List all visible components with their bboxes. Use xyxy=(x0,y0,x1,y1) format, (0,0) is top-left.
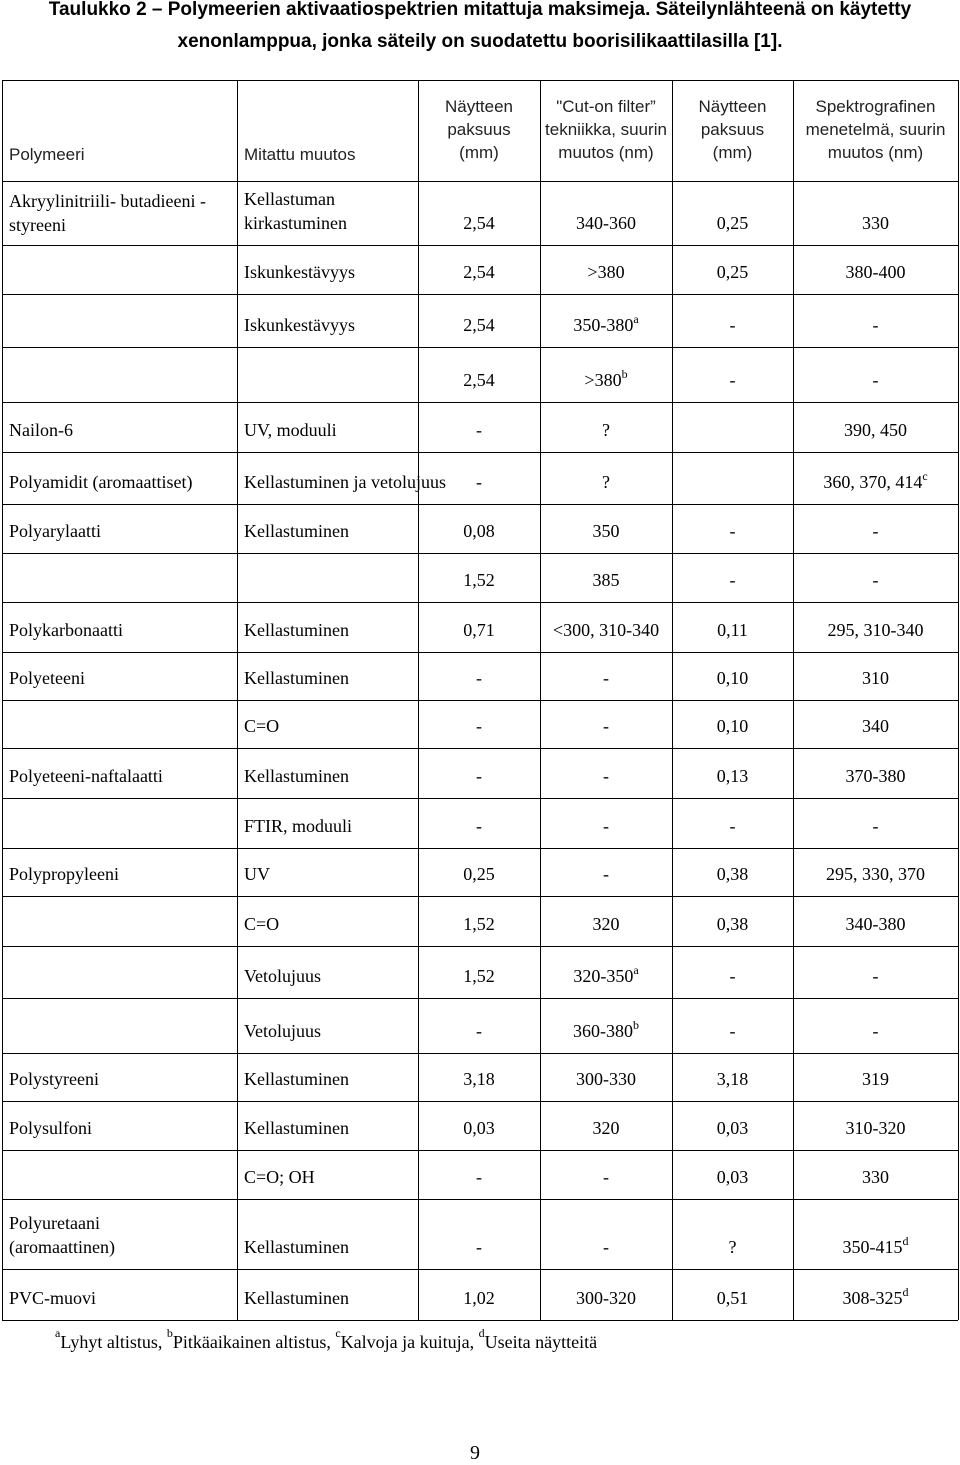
row-thickness-2: 0,51 xyxy=(716,1288,749,1308)
table-rule xyxy=(2,748,958,749)
table-rule xyxy=(2,80,958,81)
row-spectro-max: - xyxy=(872,1021,879,1041)
row-spectro-max: - xyxy=(872,966,879,986)
row-spectro-max: 330 xyxy=(862,1167,889,1187)
footnote-text: Pitkäaikainen altistus, xyxy=(172,1332,336,1352)
row-thickness-2: 0,25 xyxy=(716,213,749,233)
header-polymer: Polymeeri xyxy=(9,145,85,164)
row-thickness-1: 2,54 xyxy=(463,213,495,233)
row-thickness-2: 0,38 xyxy=(716,864,749,884)
row-thickness-1: 0,25 xyxy=(463,864,495,884)
column-rule xyxy=(237,80,238,1320)
table-rule xyxy=(2,1150,958,1151)
row-thickness-1: - xyxy=(476,1021,482,1041)
row-spectro-max: 390, 450 xyxy=(844,420,907,440)
row-thickness-1: 0,03 xyxy=(463,1118,495,1138)
row-spectro-max: 340-380 xyxy=(845,914,906,934)
footnote-text: Lyhyt altistus, xyxy=(60,1332,167,1352)
row-measured-change: C=O xyxy=(244,716,280,736)
row-thickness-2: 0,38 xyxy=(716,914,749,934)
row-thickness-1: 2,54 xyxy=(463,370,495,390)
table-rule xyxy=(2,848,958,849)
row-cut-on-max: 340-360 xyxy=(576,213,636,233)
row-thickness-1: 1,52 xyxy=(463,966,495,986)
page-number: 9 xyxy=(470,1442,480,1464)
row-cut-on-max: 320-350$^a$ xyxy=(573,963,639,986)
row-thickness-1: 0,71 xyxy=(463,620,495,640)
row-thickness-1: - xyxy=(476,472,482,492)
row-spectro-max: 310-320 xyxy=(845,1118,906,1138)
row-measured-change: Kellastuminen xyxy=(244,668,349,688)
row-thickness-1: - xyxy=(476,668,482,688)
table-rule xyxy=(2,798,958,799)
header-thickness-1: Näytteen paksuus (mm) xyxy=(444,97,514,162)
table-rule xyxy=(2,1320,958,1321)
footnote-marker: d xyxy=(478,1326,485,1340)
row-cut-on-max: ? xyxy=(602,420,610,440)
row-spectro-max: 308-325$^d$ xyxy=(842,1285,909,1308)
row-thickness-2: 0,13 xyxy=(716,766,749,786)
footnote-marker: c xyxy=(335,1326,341,1340)
row-thickness-1: 3,18 xyxy=(463,1069,495,1089)
footnote-text: Useita näytteitä xyxy=(484,1332,598,1352)
row-cut-on-max: $>380^b$ xyxy=(584,367,628,390)
row-cut-on-max: - xyxy=(603,668,609,688)
row-measured-change: Kellastuminen xyxy=(244,1237,349,1257)
table-footnote xyxy=(55,1326,598,1353)
row-polymer: Nailon-6 xyxy=(9,420,73,440)
table-rule xyxy=(2,504,958,505)
row-cut-on-max: - xyxy=(603,1167,609,1187)
table-rule xyxy=(2,553,958,554)
row-cut-on-max: - xyxy=(603,816,609,836)
row-thickness-2: - xyxy=(729,570,736,590)
row-spectro-max: 360, 370, 414$^c$ xyxy=(823,469,928,492)
row-thickness-2: - xyxy=(729,966,736,986)
row-thickness-2: 0,25 xyxy=(716,262,749,282)
column-rule xyxy=(2,80,3,1320)
table-rule xyxy=(2,700,958,701)
row-measured-change: Kellastuminen xyxy=(244,1069,349,1089)
table-rule xyxy=(2,1101,958,1102)
row-cut-on-max: - xyxy=(603,766,609,786)
row-cut-on-max: 300-320 xyxy=(576,1288,636,1308)
row-measured-change: UV, moduuli xyxy=(244,420,337,440)
row-cut-on-max: >380 xyxy=(587,262,625,282)
row-spectro-max: - xyxy=(872,816,879,836)
row-measured-change: Kellastuminen xyxy=(244,620,349,640)
row-cut-on-max: <300, 310-340 xyxy=(552,620,660,640)
row-polymer: Polyeteeni-naftalaatti xyxy=(9,766,163,786)
table-rule xyxy=(2,452,958,453)
table-rule xyxy=(2,896,958,897)
caption-line-1: Taulukko 2 – Polymeerien aktivaatiospektrien mitattuja maksimeja. Säteilynlähteenä on käytetty xyxy=(48,0,912,20)
table-rule xyxy=(2,245,958,246)
row-spectro-max: 340 xyxy=(862,716,889,736)
row-thickness-2: ? xyxy=(728,1237,737,1257)
row-thickness-1: 1,02 xyxy=(463,1288,495,1308)
row-measured-change: Vetolujuus xyxy=(244,966,322,986)
row-measured-change: Kellastuman kirkastuminen xyxy=(244,189,347,233)
row-polymer: Akryylinitriili- butadieeni - styreeni xyxy=(9,191,206,235)
row-spectro-max: 319 xyxy=(862,1069,889,1089)
row-spectro-max: 380-400 xyxy=(845,262,906,282)
row-polymer: Polyeteeni xyxy=(9,668,85,688)
header-cut-on-filter: "Cut-on filter” tekniikka, suurin muutos (nm) xyxy=(545,97,667,162)
row-thickness-2: - xyxy=(729,370,736,390)
row-cut-on-max: 350 xyxy=(592,521,620,541)
row-cut-on-max: 320 xyxy=(592,914,620,934)
row-measured-change: FTIR, moduuli xyxy=(244,816,353,836)
row-polymer: Polypropyleeni xyxy=(9,864,119,884)
row-thickness-1: 0,08 xyxy=(463,521,495,541)
row-measured-change: Iskunkestävyys xyxy=(244,262,355,282)
row-polymer: Polystyreeni xyxy=(9,1069,99,1089)
row-measured-change: Vetolujuus xyxy=(244,1021,322,1041)
row-spectro-max: 370-380 xyxy=(845,766,906,786)
row-cut-on-max: - xyxy=(603,716,609,736)
row-measured-change: Iskunkestävyys xyxy=(244,315,355,335)
footnote-marker: a xyxy=(55,1326,61,1340)
table-rule xyxy=(2,181,958,182)
row-thickness-2: - xyxy=(729,315,736,335)
footnote-text: Kalvoja ja kuituja, xyxy=(340,1332,479,1352)
row-thickness-2: - xyxy=(729,816,736,836)
row-thickness-2: 0,03 xyxy=(716,1118,749,1138)
caption-line-2: xenonlamppua, jonka säteily on suodatettu boorisilikaattilasilla [1]. xyxy=(177,31,783,52)
row-thickness-2: 3,18 xyxy=(716,1069,749,1089)
header-measured-change: Mitattu muutos xyxy=(244,145,356,164)
row-spectro-max: 295, 330, 370 xyxy=(826,864,925,884)
row-cut-on-max: - xyxy=(603,864,609,884)
row-cut-on-max: ? xyxy=(602,472,610,492)
row-cut-on-max: 385 xyxy=(592,570,620,590)
row-measured-change: C=O xyxy=(244,914,280,934)
row-thickness-1: - xyxy=(476,716,482,736)
row-polymer: PVC-muovi xyxy=(9,1288,97,1308)
row-cut-on-max: - xyxy=(603,1237,609,1257)
row-spectro-max: 295, 310-340 xyxy=(827,620,924,640)
row-thickness-1: 2,54 xyxy=(463,262,495,282)
table-rule xyxy=(2,602,958,603)
table-rule xyxy=(2,998,958,999)
footnote-marker: b xyxy=(166,1326,173,1340)
row-thickness-2: 0,03 xyxy=(716,1167,749,1187)
row-spectro-max: - xyxy=(872,370,879,390)
row-measured-change: UV xyxy=(244,864,270,884)
row-polymer: Polysulfoni xyxy=(9,1118,93,1138)
table-rule xyxy=(2,1269,958,1270)
row-thickness-1: 1,52 xyxy=(463,914,495,934)
row-polymer: Polyarylaatti xyxy=(9,521,101,541)
header-thickness-2: Näytteen paksuus (mm) xyxy=(698,97,767,162)
row-spectro-max: - xyxy=(872,570,879,590)
row-spectro-max: 310 xyxy=(862,668,889,688)
row-measured-change: Kellastuminen xyxy=(244,766,349,786)
row-measured-change: Kellastuminen xyxy=(244,1118,349,1138)
row-polymer: Polyamidit (aromaattiset) xyxy=(9,472,193,492)
row-thickness-1: - xyxy=(476,1237,482,1257)
row-cut-on-max: 300-330 xyxy=(576,1069,636,1089)
row-thickness-1: 1,52 xyxy=(463,570,495,590)
row-cut-on-max: 350-380$^a$ xyxy=(573,312,639,335)
column-rule xyxy=(958,80,959,1320)
row-spectro-max: 350-415$^d$ xyxy=(842,1234,909,1257)
row-thickness-1: - xyxy=(476,420,482,440)
row-measured-change: C=O; OH xyxy=(244,1167,315,1187)
row-thickness-1: - xyxy=(476,766,482,786)
row-thickness-2: 0,10 xyxy=(716,668,749,688)
row-thickness-2: - xyxy=(729,521,736,541)
table-rule xyxy=(2,294,958,295)
row-measured-change: Kellastuminen xyxy=(244,521,349,541)
header-spectrographic: Spektrografinen menetelmä, suurin muutos (nm) xyxy=(805,97,946,162)
row-spectro-max: - xyxy=(872,315,879,335)
table-rule xyxy=(2,652,958,653)
row-cut-on-max: 360-380$^b$ xyxy=(573,1018,639,1041)
table-rule xyxy=(2,946,958,947)
row-thickness-2: 0,11 xyxy=(717,620,748,640)
row-thickness-1: 2,54 xyxy=(463,315,495,335)
table-rule xyxy=(2,402,958,403)
row-thickness-2: 0,10 xyxy=(716,716,749,736)
row-thickness-1: - xyxy=(476,1167,482,1187)
table-rule xyxy=(2,1199,958,1200)
row-cut-on-max: 320 xyxy=(592,1118,620,1138)
row-polymer: Polykarbonaatti xyxy=(9,620,123,640)
row-spectro-max: 330 xyxy=(862,213,889,233)
table-rule xyxy=(2,1053,958,1054)
row-spectro-max: - xyxy=(872,521,879,541)
row-measured-change: Kellastuminen ja vetolujuus xyxy=(244,472,446,492)
table-rule xyxy=(2,347,958,348)
row-thickness-2: - xyxy=(729,1021,736,1041)
row-measured-change: Kellastuminen xyxy=(244,1288,349,1308)
row-polymer: Polyuretaani (aromaattinen) xyxy=(9,1213,115,1257)
row-thickness-1: - xyxy=(476,816,482,836)
